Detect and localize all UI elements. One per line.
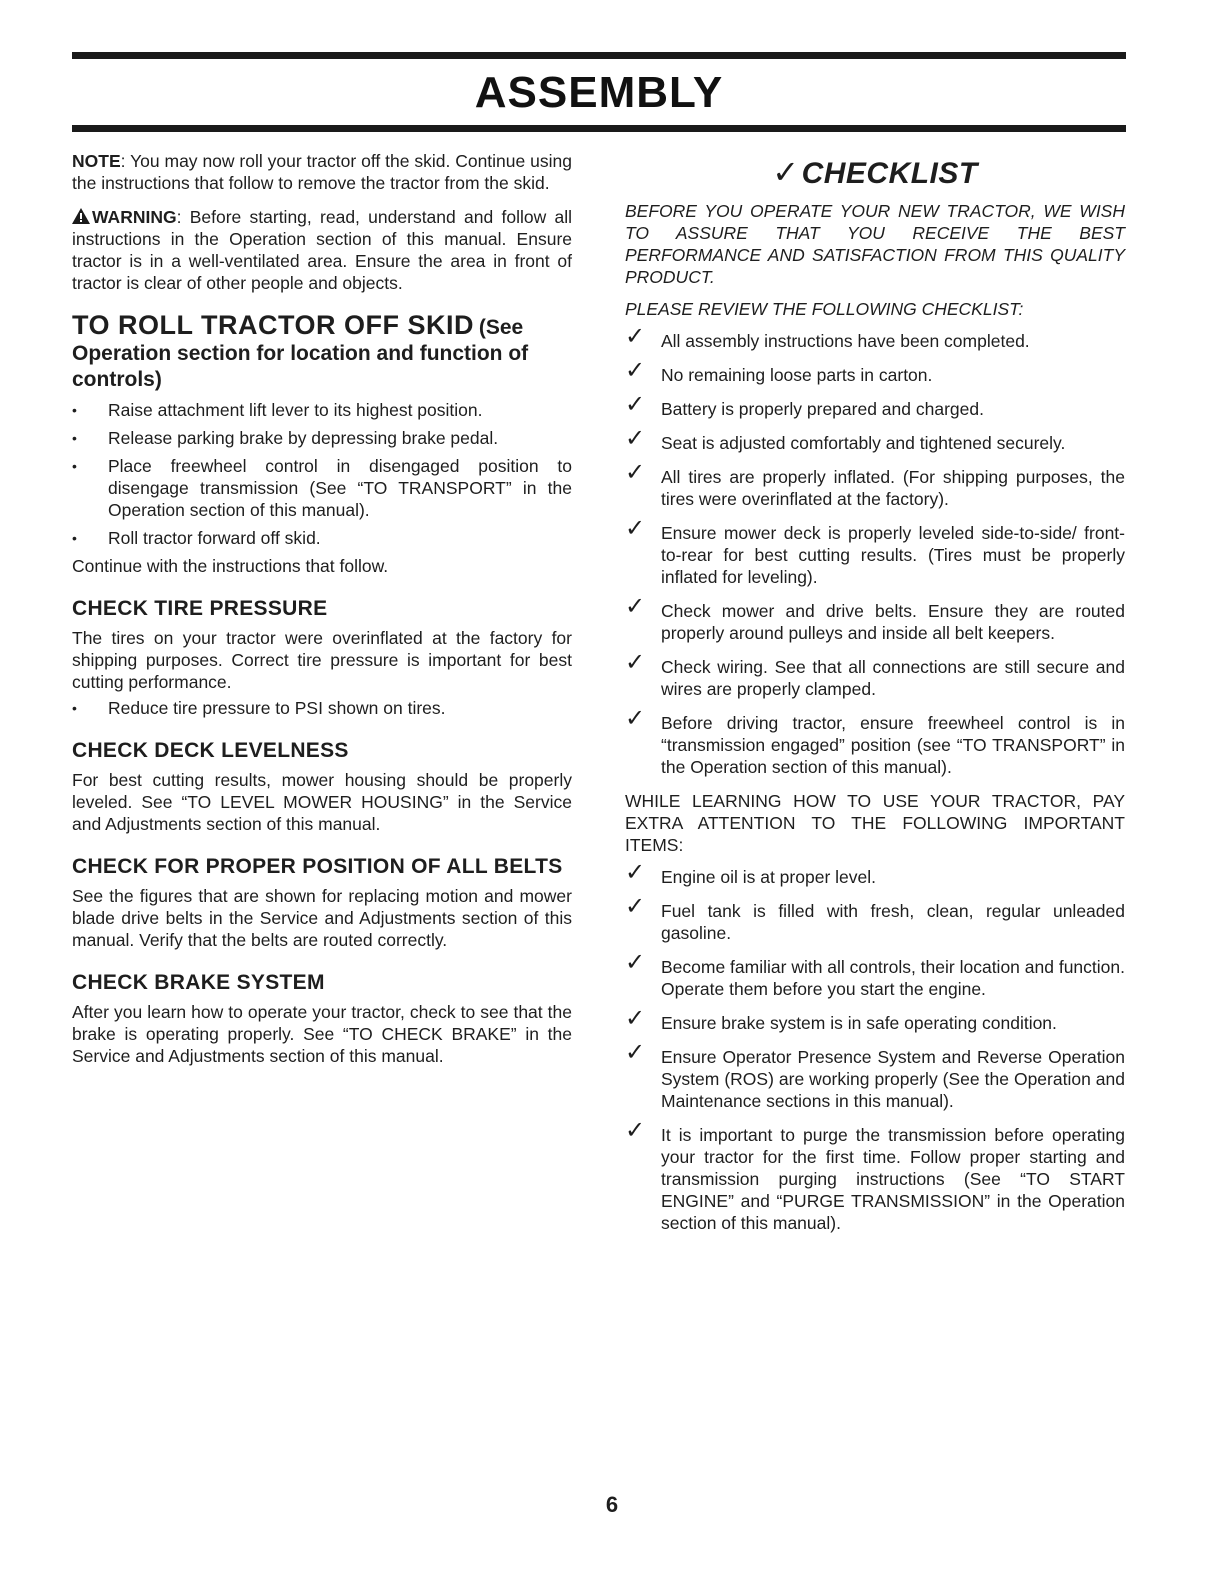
warning-text: : Before starting, read, understand and follow all instructions in the Operation section of this manual. Ensure tractor is in a well-ventilated area. Ensure the area in front of tractor is clear of other people and objects.: [72, 207, 572, 293]
deck-levelness-heading: CHECK DECK LEVELNESS: [72, 739, 349, 762]
while-learning-text: WHILE LEARNING HOW TO USE YOUR TRACTOR, PAY EXTRA ATTENTION TO THE FOLLOWING IMPORTANT ITEMS:: [625, 791, 1125, 855]
important-items: [625, 859, 1125, 1234]
roll-heading-main: TO ROLL TRACTOR OFF SKID: [72, 310, 474, 340]
list-item: ✓ Before driving tractor, ensure freewheel control is in “transmission engaged” position (see “TO TRANSPORT” in the Operation section of this manual).: [625, 705, 1125, 777]
brake-heading: CHECK BRAKE SYSTEM: [72, 971, 325, 994]
list-item: • Release parking brake by depressing brake pedal.: [72, 428, 499, 448]
header-top-rule: [72, 52, 1126, 59]
checkmark-icon: ✓: [625, 459, 646, 486]
list-item: • Reduce tire pressure to PSI shown on tires.: [72, 698, 446, 718]
page-header: [72, 52, 1126, 132]
note-text: : You may now roll your tractor off the skid. Continue using the instructions that follow to remove the tractor from the skid.: [72, 151, 572, 193]
bullet-icon: •: [72, 402, 77, 418]
belts-heading: CHECK FOR PROPER POSITION OF ALL BELTS: [72, 855, 563, 878]
tire-steps-list: [72, 697, 572, 719]
list-item: ✓ Battery is properly prepared and charged.: [625, 391, 984, 419]
note-label: NOTE: [72, 151, 121, 171]
left-column: [72, 150, 572, 1079]
note-paragraph: [72, 150, 572, 194]
list-item: ✓ All tires are properly inflated. (For shipping purposes, the tires were overinflated at the factory).: [625, 459, 1125, 509]
list-item: ✓ Engine oil is at proper level.: [625, 859, 876, 887]
list-item: ✓ Ensure brake system is in safe operating condition.: [625, 1005, 1057, 1033]
checkmark-icon: ✓: [625, 893, 646, 920]
checkmark-icon: ✓: [625, 391, 646, 418]
belts-text: See the figures that are shown for replacing motion and mower blade drive belts in the Service and Adjustments section of this manual. Verify that the belts are routed correctly.: [72, 886, 572, 950]
list-item: ✓ Ensure mower deck is properly leveled side-to-side/ front-to-rear for best cutting results. (Tires must be properly inflated for leveling).: [625, 515, 1125, 587]
checkmark-icon: ✓: [772, 154, 800, 190]
list-item: ✓ Ensure Operator Presence System and Reverse Operation System (ROS) are working properly (See the Operation and Maintenance sections in this manual).: [625, 1039, 1125, 1111]
bullet-icon: •: [72, 700, 77, 716]
warning-label: WARNING: [92, 207, 177, 227]
roll-continue-text: Continue with the instructions that follow.: [72, 556, 389, 576]
checkmark-icon: ✓: [625, 1039, 646, 1066]
checkmark-icon: ✓: [625, 649, 646, 676]
list-item: ✓ Check wiring. See that all connections are still secure and wires are properly clamped.: [625, 649, 1125, 699]
list-item: ✓ It is important to purge the transmission before operating your tractor for the first time. Follow proper starting and transmission purging instructions (See “TO START ENGINE” and “PURGE TRANSMISSION” in the Operation section of this manual).: [625, 1117, 1125, 1233]
deck-levelness-text: For best cutting results, mower housing should be properly leveled. See “TO LEVEL MOWER HOUSING” in the Service and Adjustments section of this manual.: [72, 770, 572, 834]
roll-tractor-heading: [72, 312, 572, 393]
list-item: ✓ Become familiar with all controls, their location and function. Operate them before you start the engine.: [625, 949, 1125, 999]
checklist-title: CHECKLIST: [801, 157, 978, 190]
list-item: • Roll tractor forward off skid.: [72, 528, 321, 548]
list-item: ✓ Fuel tank is filled with fresh, clean, regular unleaded gasoline.: [625, 893, 1125, 943]
checkmark-icon: ✓: [625, 515, 646, 542]
checklist-review: PLEASE REVIEW THE FOLLOWING CHECKLIST:: [625, 299, 1024, 319]
checkmark-icon: ✓: [625, 1117, 646, 1144]
warning-triangle-icon: [72, 207, 90, 223]
right-column: [625, 150, 1125, 1246]
warning-paragraph: [72, 206, 572, 294]
checkmark-icon: ✓: [625, 425, 646, 452]
checkmark-icon: ✓: [625, 593, 646, 620]
list-item: • Place freewheel control in disengaged position to disengage transmission (See “TO TRANSPORT” in the Operation section of this manual).: [72, 456, 572, 520]
tire-pressure-heading: CHECK TIRE PRESSURE: [72, 597, 328, 620]
list-item: • Raise attachment lift lever to its highest position.: [72, 400, 483, 420]
roll-steps-list: [72, 399, 572, 549]
page-title: ASSEMBLY: [474, 68, 724, 117]
list-item: ✓ No remaining loose parts in carton.: [625, 357, 933, 385]
bullet-icon: •: [72, 530, 77, 546]
checkmark-icon: ✓: [625, 357, 646, 384]
checklist-intro: BEFORE YOU OPERATE YOUR NEW TRACTOR, WE WISH TO ASSURE THAT YOU RECEIVE THE BEST PERFORMANCE AND SATISFACTION FROM THIS QUALITY PRODUCT.: [625, 201, 1125, 287]
checkmark-icon: ✓: [625, 1005, 646, 1032]
roll-heading-sub: (See Operation section for location and function of controls): [72, 316, 529, 391]
checkmark-icon: ✓: [625, 949, 646, 976]
list-item: ✓ All assembly instructions have been completed.: [625, 323, 1030, 351]
list-item: ✓ Seat is adjusted comfortably and tightened securely.: [625, 425, 1066, 453]
bullet-icon: •: [72, 430, 77, 446]
page-number: 6: [605, 1492, 619, 1517]
checkmark-icon: ✓: [625, 705, 646, 732]
brake-text: After you learn how to operate your tractor, check to see that the brake is operating properly. See “TO CHECK BRAKE” in the Service and Adjustments section of this manual.: [72, 1002, 572, 1066]
checklist-heading: [625, 154, 1125, 192]
checkmark-icon: ✓: [625, 323, 646, 350]
checkmark-icon: ✓: [625, 859, 646, 886]
checklist-items: [625, 323, 1125, 778]
header-bottom-rule: [72, 125, 1126, 132]
tire-pressure-text: The tires on your tractor were overinflated at the factory for shipping purposes. Correct tire pressure is important for best cutting performance.: [72, 628, 572, 692]
bullet-icon: •: [72, 458, 77, 474]
list-item: ✓ Check mower and drive belts. Ensure they are routed properly around pulleys and inside all belt keepers.: [625, 593, 1125, 643]
